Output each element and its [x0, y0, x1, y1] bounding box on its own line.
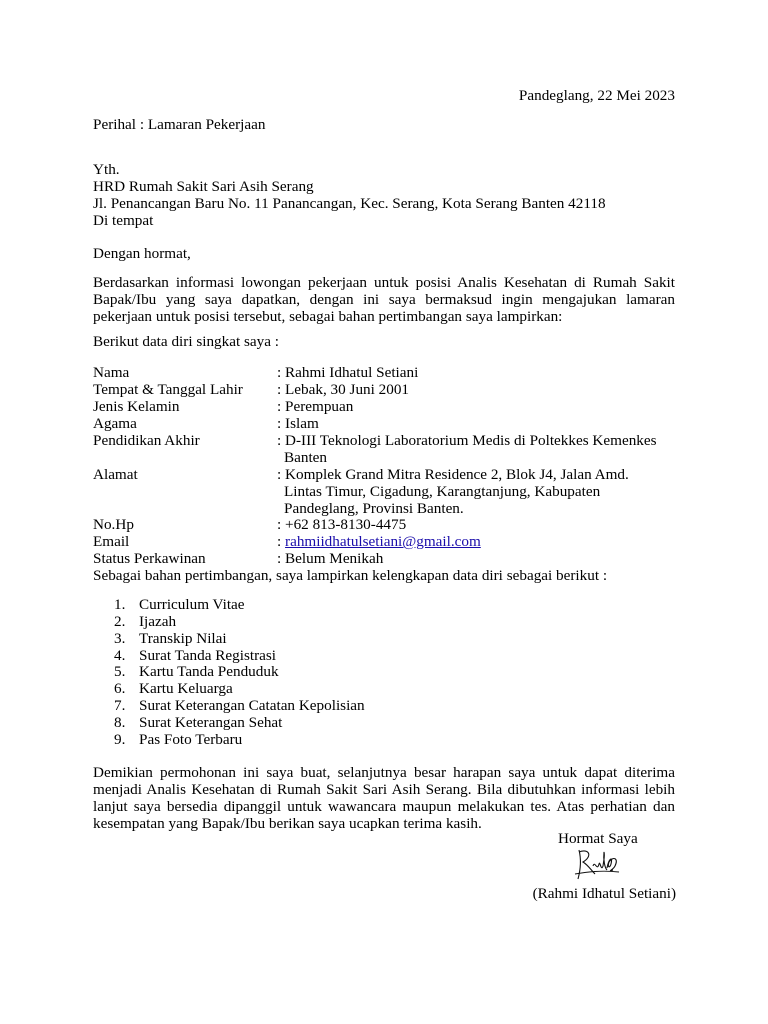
value-education-cont: Banten: [284, 449, 328, 466]
label-religion: Agama: [93, 415, 137, 432]
intro-line: pekerjaan untuk posisi tersebut, sebagai bahan pertimbangan saya lampirkan:: [93, 308, 563, 325]
recipient-location: Di tempat: [93, 212, 154, 229]
data-row-education: [93, 432, 693, 449]
list-item: 1. Curriculum Vitae: [114, 596, 245, 613]
recipient-name: HRD Rumah Sakit Sari Asih Serang: [93, 178, 314, 195]
data-row-email: [93, 533, 693, 550]
data-row-marital: [93, 550, 693, 567]
email-colon: :: [277, 533, 286, 550]
list-item: 6. Kartu Keluarga: [114, 680, 233, 697]
list-item: 3. Transkip Nilai: [114, 630, 227, 647]
list-item: 7. Surat Keterangan Catatan Kepolisian: [114, 697, 365, 714]
value-address-cont1: Lintas Timur, Cigadung, Karangtanjung, Kabupaten: [284, 483, 601, 500]
value-marital: : Belum Menikah: [277, 550, 384, 567]
value-phone: : +62 813-8130-4475: [277, 516, 407, 533]
subject-line: Perihal : Lamaran Pekerjaan: [93, 116, 266, 133]
recipient-yth: Yth.: [93, 161, 120, 178]
list-item: 2. Ijazah: [114, 613, 177, 630]
label-gender: Jenis Kelamin: [93, 398, 180, 415]
handwritten-signature: [573, 846, 625, 882]
list-item: 8. Surat Keterangan Sehat: [114, 714, 283, 731]
closing-line: kesempatan yang Bapak/Ibu berikan saya ucapkan terima kasih.: [93, 815, 482, 832]
value-religion: : Islam: [277, 415, 319, 432]
attachments-intro: Sebagai bahan pertimbangan, saya lampirkan kelengkapan data diri sebagai berikut :: [93, 567, 608, 584]
data-row-address: [93, 466, 693, 483]
list-item: 5. Kartu Tanda Penduduk: [114, 663, 279, 680]
data-row-address-cont2: [93, 500, 693, 517]
regards: Hormat Saya: [558, 830, 638, 847]
data-row-gender: [93, 398, 693, 415]
place-date: Pandeglang, 22 Mei 2023: [518, 87, 675, 104]
data-row-birth: [93, 381, 693, 398]
value-email-wrap: [277, 533, 481, 550]
closing-line: Demikian permohonan ini saya buat, selanjutnya besar harapan saya untuk dapat diterima: [93, 764, 675, 781]
list-item: 9. Pas Foto Terbaru: [114, 731, 243, 748]
value-address-cont2: Pandeglang, Provinsi Banten.: [284, 500, 464, 517]
value-address: : Komplek Grand Mitra Residence 2, Blok J4, Jalan Amd.: [277, 466, 629, 483]
email-link[interactable]: rahmiidhatulsetiani@gmail.com: [285, 533, 481, 550]
label-address: Alamat: [93, 466, 138, 483]
label-marital: Status Perkawinan: [93, 550, 206, 567]
value-name: : Rahmi Idhatul Setiani: [277, 364, 419, 381]
label-phone: No.Hp: [93, 516, 134, 533]
intro-paragraph: [93, 274, 675, 325]
label-email: Email: [93, 533, 130, 550]
intro-line: Bapak/Ibu yang saya dapatkan, dengan ini saya bermaksud ingin mengajukan lamaran: [93, 291, 675, 308]
closing-line: lanjut saya bersedia dipanggil untuk wawancara maupun melakukan tes. Atas perhatian dan: [93, 798, 675, 815]
salutation: Dengan hormat,: [93, 245, 191, 262]
value-gender: : Perempuan: [277, 398, 354, 415]
intro-line: Berdasarkan informasi lowongan pekerjaan untuk posisi Analis Kesehatan di Rumah Sakit: [93, 274, 675, 291]
label-education: Pendidikan Akhir: [93, 432, 200, 449]
list-item: 4. Surat Tanda Registrasi: [114, 647, 277, 664]
data-heading: Berikut data diri singkat saya :: [93, 333, 280, 350]
value-education: : D-III Teknologi Laboratorium Medis di Poltekkes Kemenkes: [277, 432, 657, 449]
label-name: Nama: [93, 364, 130, 381]
closing-paragraph: [93, 764, 675, 832]
label-birth: Tempat & Tanggal Lahir: [93, 381, 243, 398]
data-row-address-cont1: [93, 483, 693, 500]
recipient-address: Jl. Penancangan Baru No. 11 Panancangan, Kec. Serang, Kota Serang Banten 42118: [93, 195, 606, 212]
value-birth: : Lebak, 30 Juni 2001: [277, 381, 410, 398]
data-row-name: [93, 364, 693, 381]
closing-line: menjadi Analis Kesehatan di Rumah Sakit Sari Asih Serang. Bila dibutuhkan informasi lebih: [93, 781, 675, 798]
data-row-phone: [93, 516, 693, 533]
signature-name: (Rahmi Idhatul Setiani): [532, 885, 676, 902]
data-row-religion: [93, 415, 693, 432]
data-row-education-cont: [93, 449, 693, 466]
